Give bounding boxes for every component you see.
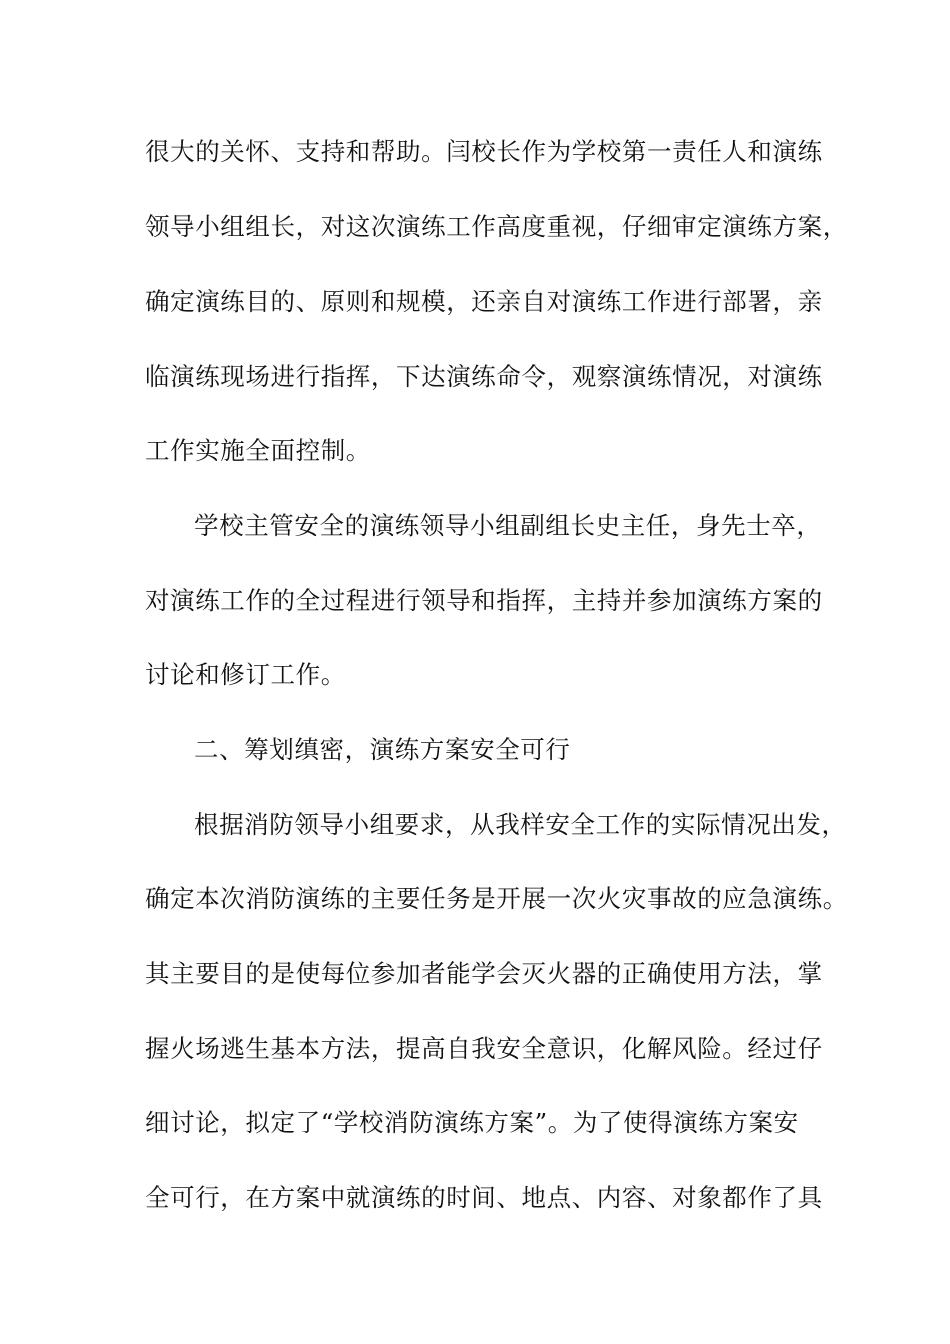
text-line: 工作实施全面控制。: [145, 436, 371, 465]
text-line: 确定演练目的、原则和规模，还亲自对演练工作进行部署，亲: [145, 287, 823, 316]
text-line: 其主要目的是使每位参加者能学会灭火器的正确使用方法，掌: [145, 959, 823, 988]
text-line: 全可行，在方案中就演练的时间、地点、内容、对象都作了具: [145, 1183, 823, 1212]
paragraph-first-line: 根据消防领导小组要求，从我样安全工作的实际情况出发，: [194, 810, 847, 839]
text-line: 临演练现场进行指挥，下达演练命令，观察演练情况，对演练: [145, 362, 823, 391]
text-line: 确定本次消防演练的主要任务是开展一次火灾事故的应急演练。: [145, 884, 848, 913]
paragraph-first-line: 学校主管安全的演练领导小组副组长史主任，身先士卒，: [194, 511, 822, 540]
text-line: 很大的关怀、支持和帮助。闫校长作为学校第一责任人和演练: [145, 137, 823, 166]
text-line: 对演练工作的全过程进行领导和指挥，主持并参加演练方案的: [145, 586, 823, 615]
text-line: 细讨论，拟定了“学校消防演练方案”。为了使得演练方案安: [145, 1108, 799, 1137]
section-heading: 二、筹划缜密，演练方案安全可行: [194, 735, 571, 764]
text-line: 讨论和修订工作。: [145, 660, 346, 689]
text-line: 握火场逃生基本方法，提高自我安全意识，化解风险。经过仔: [145, 1034, 823, 1063]
text-line: 领导小组组长，对这次演练工作高度重视，仔细审定演练方案，: [145, 212, 848, 241]
